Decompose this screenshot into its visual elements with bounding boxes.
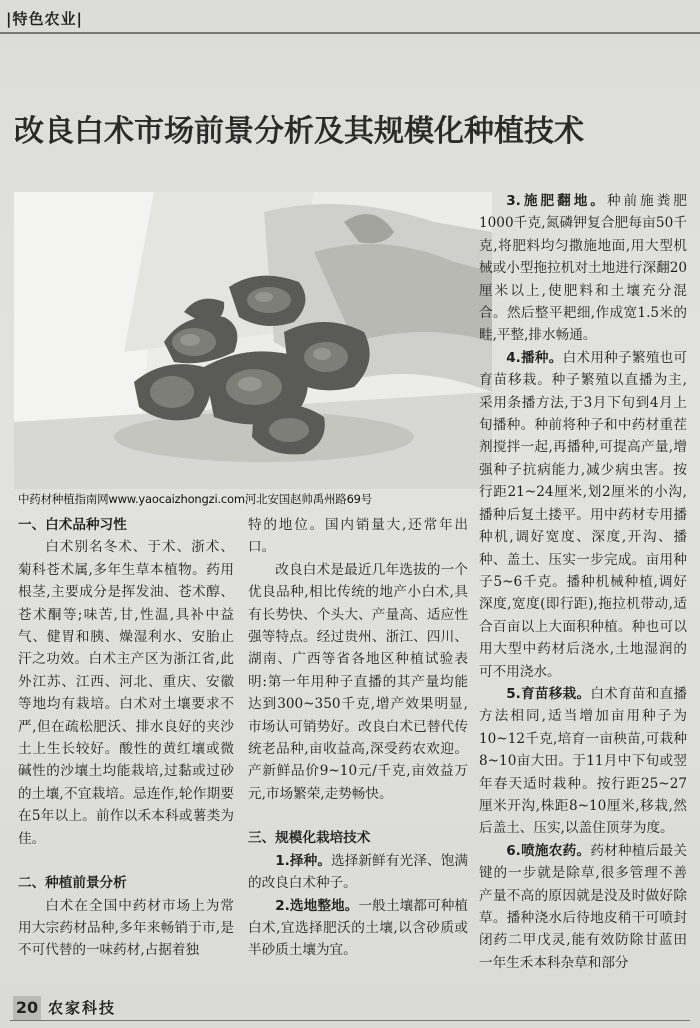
lead-pesticide: 6.喷施农药。 [506, 842, 591, 859]
heading-species-habits: 一、白术品种习性 [18, 517, 127, 533]
paragraph-market-continued: 特的地位。国内销量大,还常年出口。 [248, 517, 468, 556]
page-number: 20 [13, 996, 41, 1020]
heading-cultivation: 三、规模化栽培技术 [248, 830, 371, 847]
paragraph-sowing: 4.播种。白术用种子繁殖也可育苗移栽。种子繁殖以直播为主,采用条播方法,于3月下旬到4月上旬播种。种前将种子和中药材重茬剂搅拌一起,再播种,可提高产量,增强种子抗病能力,减少病虫害。按行距21~24厘米,划2厘米的小沟,播种后复土搂平。用中药材专用播种机,调好宽度、深度,开沟、播种、盖土、压实一步完成。亩用种子5~6千克。播种机械种植,调好深度,宽度(即行距),拖拉机带动,适合百亩以上大面积种植。种也可以用大型中药材后浇水,土地湿润的可不用浇水。 [479, 349, 688, 680]
article-title: 改良白术市场前景分析及其规模化种植技术 [14, 114, 584, 149]
paragraph-species-habits: 白术别名冬术、于术、浙术、菊科苍术属,多年生草本植物。药用根茎,主要成分是挥发油、苍术醇、苍术酮等;味苦,甘,性温,具补中益气、健胃和胰、燥湿利水、安胎止汗之功效。白术主产区为浙江省,此外江苏、江西、河北、重庆、安徽等地均有栽培。白术对土壤要求不严,但在疏松肥沃、排水良好的夹沙土上生长较好。酸性的黄红壤或微碱性的沙壤土均能栽培,过黏或过砂的土壤,不宜栽培。忌连作,轮作期要在5年以上。前作以禾本科或薯类为佳。 [18, 539, 234, 847]
paragraph-market-prospects: 白术在全国中药材市场上为常用大宗药材品种,多年来畅销于市,是不可代替的一味药材,占据着独 [18, 897, 234, 959]
section-tag: |特色农业| [6, 10, 83, 28]
paragraph-land-preparation: 2.选地整地。一般土壤都可种植白术,宜选择肥沃的土壤,以含砂质或半砂质土壤为宜。 [248, 897, 469, 959]
herb-slices-illustration [14, 192, 492, 489]
lead-fertilize: 3.施肥翻地。 [506, 193, 607, 209]
lead-sowing: 4.播种。 [506, 349, 563, 366]
photo-caption: 中药材种植指南网www.yaocaizhongzi.com河北安国赵帅禹州路69号 [18, 492, 373, 506]
magazine-name: 农家科技 [48, 999, 117, 1017]
column-2 [248, 514, 468, 962]
heading-market-prospects: 二、种植前景分析 [18, 875, 127, 892]
lead-seed-selection: 1.择种。 [275, 852, 332, 869]
lead-transplanting: 5.育苗移栽。 [506, 685, 591, 702]
column-1 [18, 514, 234, 962]
header-rule [0, 32, 700, 34]
paragraph-pesticide: 6.喷施农药。药材种植后最关键的一步就是除草,很多管理不善产量不高的原因就是没及时做好除草。播种浇水后待地皮稍干可喷封闭药二甲戊灵,能有效防除甘蓝田一年生禾本科杂草和部分 [479, 842, 687, 971]
paragraph-transplanting: 5.育苗移栽。白术育苗和直播方法相同,适当增加亩用种子为10~12千克,培育一亩秧苗,可栽种8~10亩大田。于11月中下旬或翌年春天适时栽种。按行距25~27厘米开沟,株距8~10厘米,移栽,然后盖土、压实,以盖住顶芽为度。 [479, 685, 687, 837]
footer-rule [10, 1020, 690, 1021]
article-photo [14, 192, 492, 489]
paragraph-seed-selection: 1.择种。选择新鲜有光泽、饱满的改良白术种子。 [248, 852, 469, 892]
paragraph-improved-variety: 改良白术是最近几年选拔的一个优良品种,相比传统的地产小白术,具有长势快、个头大、产量高、适应性强等特点。经过贵州、浙江、四川、湖南、广西等省各地区种植试验表明:第一年用种子直播的其产量均能达到300~350千克,增产效果明显,市场认可销势好。改良白术已替代传统老品种,亩收益高,深受药农欢迎。产新鲜品价9~10元/千克,亩效益万元,市场繁荣,走势畅快。 [248, 561, 468, 802]
column-3 [479, 190, 687, 974]
paragraph-fertilize: 3.施肥翻地。种前施粪肥1000千克,氮磷钾复合肥每亩50千克,将肥料均匀撒施地面,用大型机械或小型拖拉机对土地进行深翻20厘米以上,使肥料和土壤充分混合。然后整平耙细,作成宽1.5米的畦,平整,排水畅通。 [479, 193, 688, 344]
lead-land-preparation: 2.选地整地。 [275, 897, 359, 914]
